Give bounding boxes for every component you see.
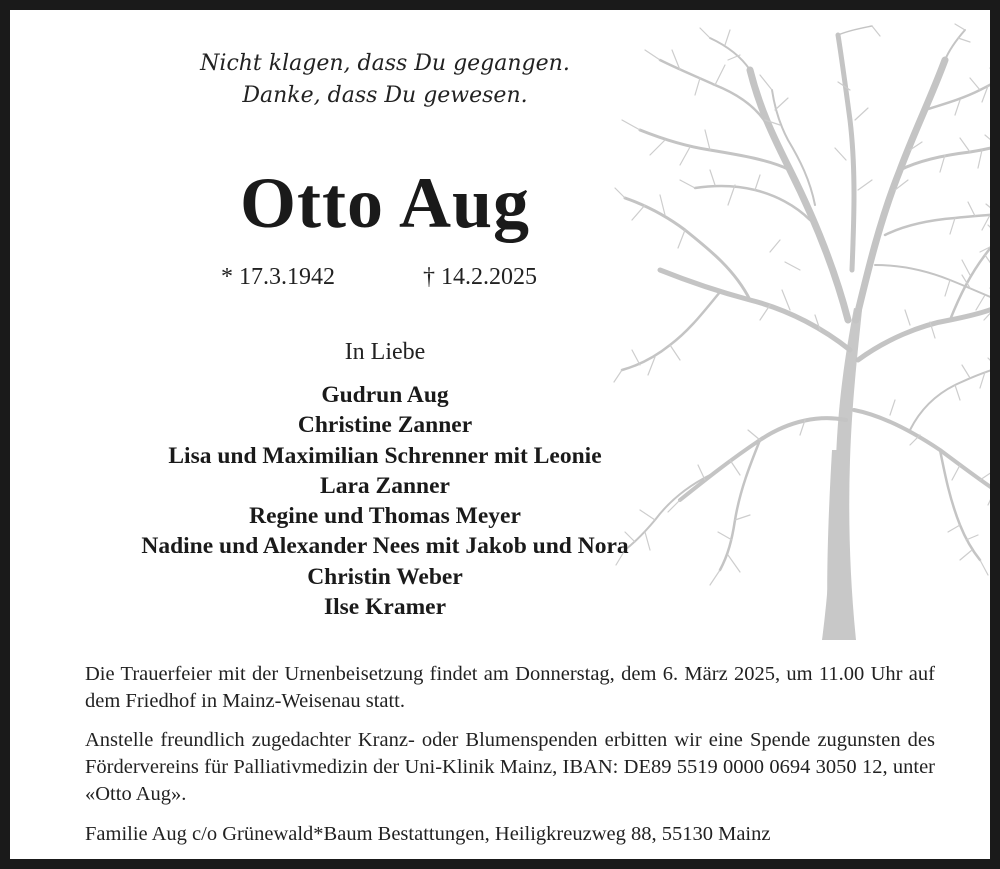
deceased-name: Otto Aug (239, 163, 531, 243)
birth-date: * 17.3.1942 (221, 264, 335, 290)
quote-line-2: Danke, dass Du gewesen. (242, 83, 528, 108)
mourner-name: Gudrun Aug (321, 382, 449, 408)
family-contact: Familie Aug c/o Grünewald*Baum Bestattungen, Heiligkreuzweg 88, 55130 Mainz (85, 823, 771, 845)
mourner-name: Christine Zanner (297, 412, 473, 439)
quote-line-1: Nicht klagen, dass Du gegangen. (200, 51, 570, 76)
mourner-name: Regine und Thomas Meyer (249, 503, 521, 530)
mourner-name: Lara Zanner (320, 472, 450, 499)
mourners-list (70, 380, 700, 622)
donation-info: Anstelle freundlich zugedachter Kranz- oder Blumenspenden erbitten wir eine Spende zugunsten des Fördervereins für Palliativmedizin der Uni-Klinik Mainz, IBAN: DE89 5519 0000 0694 3050 12, unter «Otto Aug». (85, 729, 935, 805)
mourner-name: Christin Weber (307, 563, 463, 590)
mourner-name: Ilse Kramer (323, 594, 447, 621)
mourner-name: Lisa und Maximilian Schrenner mit Leonie (168, 442, 602, 469)
mourner-name: Nadine und Alexander Nees mit Jakob und Nora (141, 533, 629, 560)
death-date: † 14.2.2025 (423, 264, 537, 290)
ceremony-info: Die Trauerfeier mit der Urnenbeisetzung findet am Donnerstag, dem 6. März 2025, um 11.00 Uhr auf dem Friedhof in Mainz-Weisenau statt. (85, 663, 935, 712)
in-love-label: In Liebe (344, 339, 426, 365)
